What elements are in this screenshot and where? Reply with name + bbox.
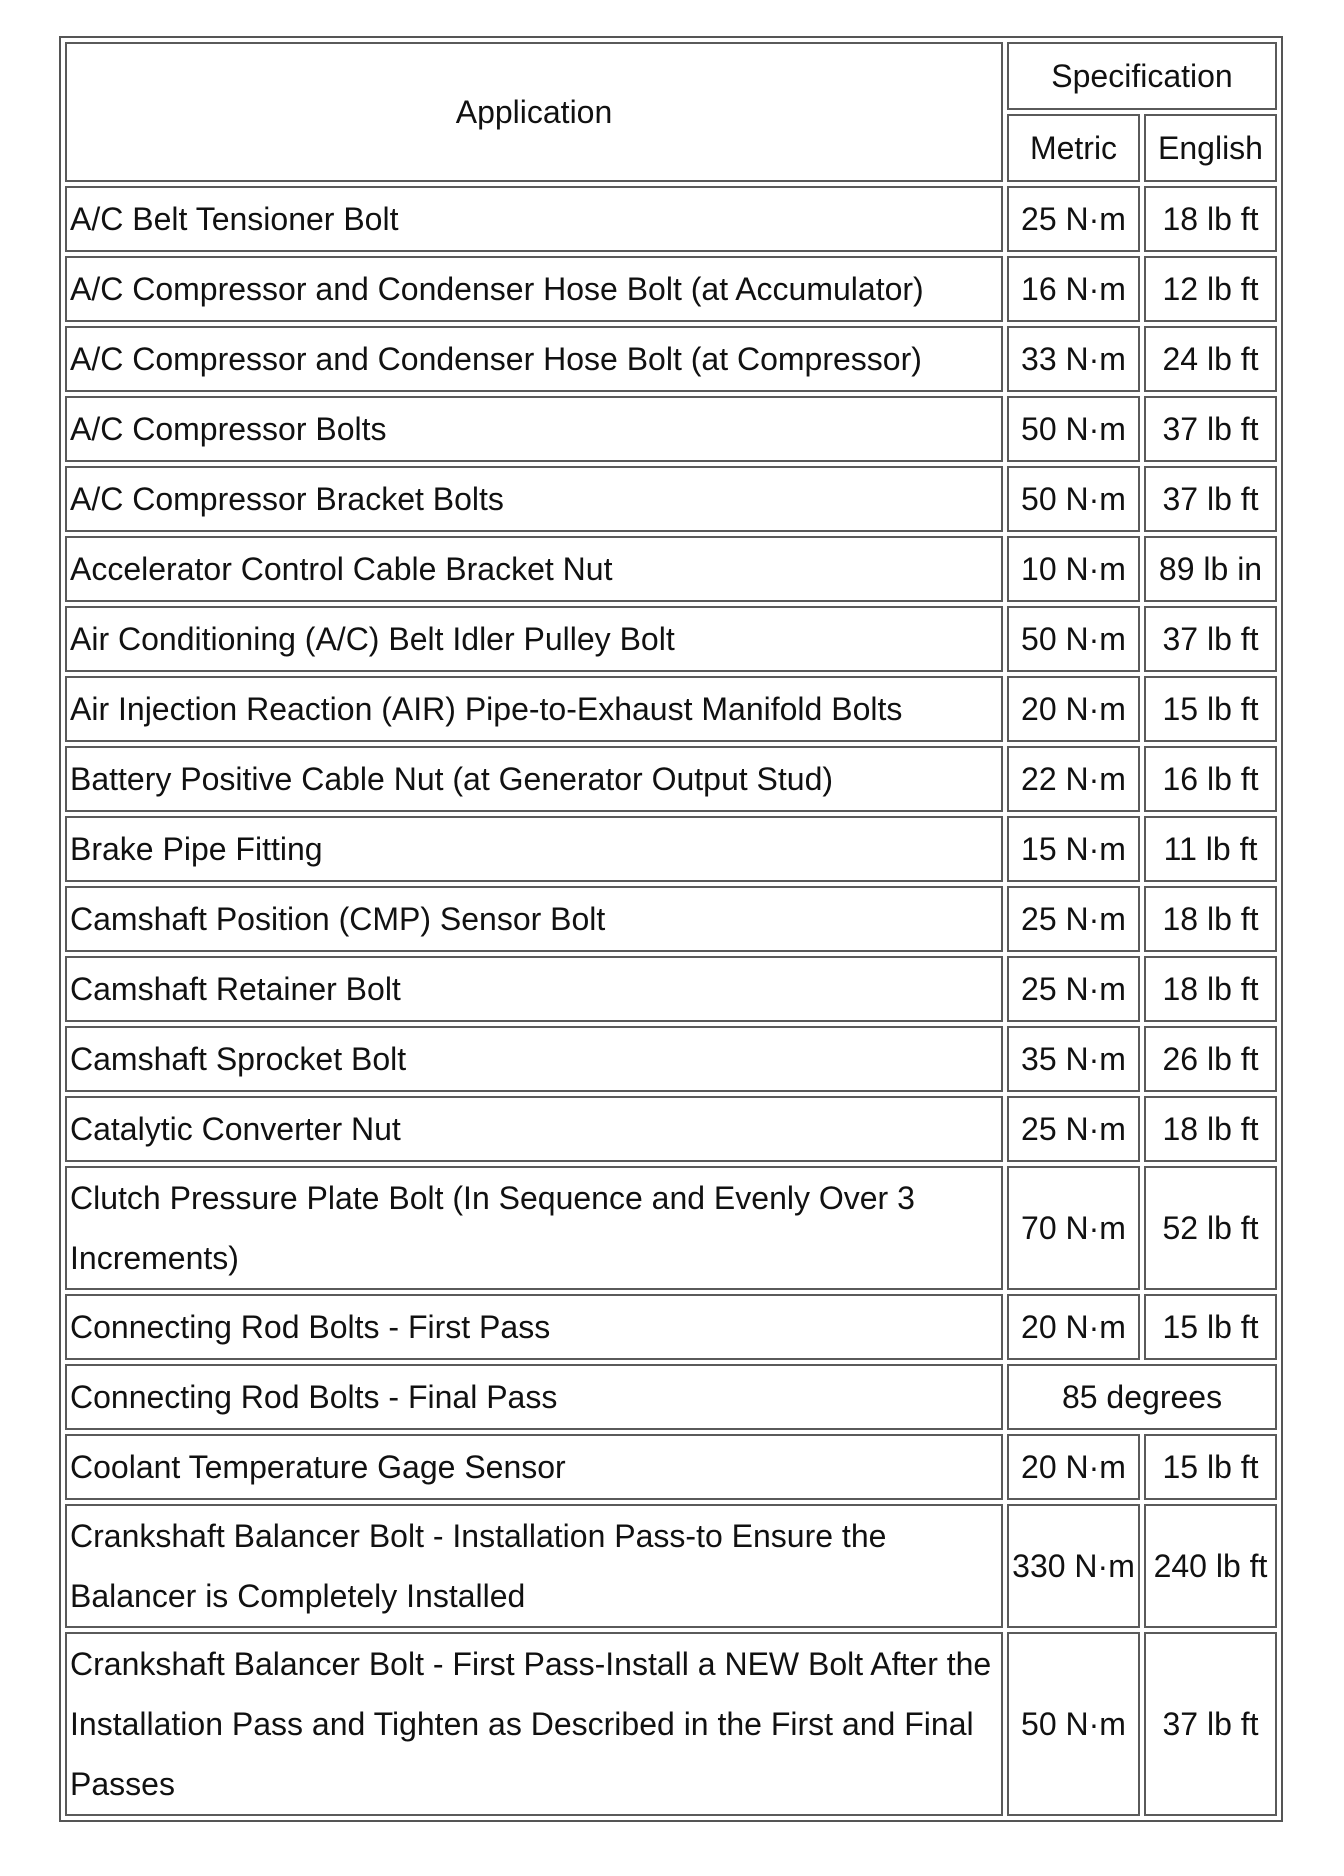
table-row [65,606,1277,672]
english-cell: 37 lb ft [1144,606,1277,672]
application-cell: Connecting Rod Bolts - Final Pass [65,1364,1003,1430]
table-row [65,676,1277,742]
application-cell: Brake Pipe Fitting [65,816,1003,882]
metric-cell: 25 N·m [1007,186,1140,252]
application-cell: Coolant Temperature Gage Sensor [65,1434,1003,1500]
table-row [65,1632,1277,1816]
english-cell: 18 lb ft [1144,1096,1277,1162]
english-header: English [1144,114,1277,182]
metric-cell: 25 N·m [1007,956,1140,1022]
table-row [65,1504,1277,1628]
english-cell: 37 lb ft [1144,396,1277,462]
application-cell: Catalytic Converter Nut [65,1096,1003,1162]
metric-cell: 330 N·m [1007,1504,1140,1628]
application-cell: A/C Compressor and Condenser Hose Bolt (at Accumulator) [65,256,1003,322]
english-cell: 15 lb ft [1144,1434,1277,1500]
application-cell: Crankshaft Balancer Bolt - Installation Pass-to Ensure the Balancer is Completely Installed [65,1504,1003,1628]
table-row [65,816,1277,882]
metric-cell: 25 N·m [1007,1096,1140,1162]
table-row [65,466,1277,532]
english-cell: 89 lb in [1144,536,1277,602]
metric-cell: 16 N·m [1007,256,1140,322]
english-cell: 15 lb ft [1144,1294,1277,1360]
metric-header: Metric [1007,114,1140,182]
metric-cell: 20 N·m [1007,1434,1140,1500]
metric-cell: 50 N·m [1007,606,1140,672]
english-cell: 37 lb ft [1144,1632,1277,1816]
english-cell: 11 lb ft [1144,816,1277,882]
english-cell: 26 lb ft [1144,1026,1277,1092]
application-cell: A/C Compressor Bracket Bolts [65,466,1003,532]
english-cell: 18 lb ft [1144,186,1277,252]
table-row [65,1096,1277,1162]
metric-cell: 15 N·m [1007,816,1140,882]
table-row [65,536,1277,602]
application-cell: Camshaft Position (CMP) Sensor Bolt [65,886,1003,952]
english-cell: 15 lb ft [1144,676,1277,742]
torque-spec-table [59,36,1283,1822]
table-row [65,1294,1277,1360]
metric-cell: 25 N·m [1007,886,1140,952]
application-cell: A/C Belt Tensioner Bolt [65,186,1003,252]
application-cell: Camshaft Retainer Bolt [65,956,1003,1022]
table-row [65,886,1277,952]
english-cell: 18 lb ft [1144,886,1277,952]
application-cell: A/C Compressor and Condenser Hose Bolt (at Compressor) [65,326,1003,392]
table-row [65,1166,1277,1290]
english-cell: 52 lb ft [1144,1166,1277,1290]
table-header [65,42,1277,182]
metric-cell: 50 N·m [1007,1632,1140,1816]
application-cell: Battery Positive Cable Nut (at Generator Output Stud) [65,746,1003,812]
table-row [65,956,1277,1022]
metric-cell: 50 N·m [1007,396,1140,462]
application-cell: Accelerator Control Cable Bracket Nut [65,536,1003,602]
table-body [65,186,1277,1816]
table-row [65,1434,1277,1500]
table-row [65,396,1277,462]
table-row [65,186,1277,252]
specification-header: Specification [1007,42,1277,110]
table-row [65,256,1277,322]
application-cell: Crankshaft Balancer Bolt - First Pass-Install a NEW Bolt After the Installation Pass and Tighten as Described in the First and Final Passes [65,1632,1003,1816]
metric-cell: 70 N·m [1007,1166,1140,1290]
metric-cell: 22 N·m [1007,746,1140,812]
english-cell: 12 lb ft [1144,256,1277,322]
table-row [65,326,1277,392]
application-cell: Connecting Rod Bolts - First Pass [65,1294,1003,1360]
application-header: Application [65,42,1003,182]
metric-cell: 20 N·m [1007,1294,1140,1360]
metric-cell: 33 N·m [1007,326,1140,392]
application-cell: A/C Compressor Bolts [65,396,1003,462]
application-cell: Clutch Pressure Plate Bolt (In Sequence and Evenly Over 3 Increments) [65,1166,1003,1290]
english-cell: 16 lb ft [1144,746,1277,812]
english-cell: 18 lb ft [1144,956,1277,1022]
combined-spec-cell: 85 degrees [1007,1364,1277,1430]
english-cell: 24 lb ft [1144,326,1277,392]
application-cell: Camshaft Sprocket Bolt [65,1026,1003,1092]
application-cell: Air Injection Reaction (AIR) Pipe-to-Exhaust Manifold Bolts [65,676,1003,742]
english-cell: 37 lb ft [1144,466,1277,532]
application-cell: Air Conditioning (A/C) Belt Idler Pulley Bolt [65,606,1003,672]
metric-cell: 35 N·m [1007,1026,1140,1092]
metric-cell: 20 N·m [1007,676,1140,742]
metric-cell: 10 N·m [1007,536,1140,602]
table-row [65,746,1277,812]
english-cell: 240 lb ft [1144,1504,1277,1628]
metric-cell: 50 N·m [1007,466,1140,532]
table-row [65,1364,1277,1430]
table-row [65,1026,1277,1092]
